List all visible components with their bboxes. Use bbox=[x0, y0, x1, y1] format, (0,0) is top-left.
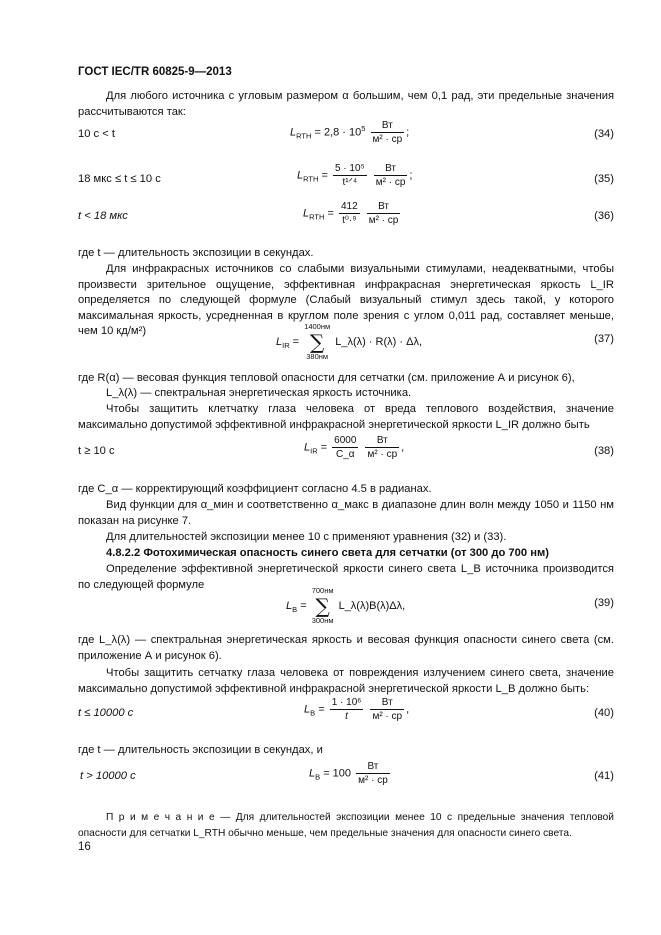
definition-paragraph: Определение эффективной энергетической яркости синего света L_B источника производится по следующей формуле bbox=[78, 563, 614, 591]
where-c-alpha: где C_α — корректирующий коэффициент согласно 4.5 в радианах. bbox=[78, 483, 432, 495]
where-l-lambda: L_λ(λ) — спектральная энергетическая яркость источника. bbox=[106, 387, 412, 399]
eq36-condition: t < 18 мкс bbox=[78, 210, 128, 222]
where-spectral: где L_λ(λ) — спектральная энергетическая яркость и весовая функция опасности синего света (см. приложение А и рисунок 6). bbox=[78, 634, 614, 662]
where-t-2: где t — длительность экспозиции в секундах, и bbox=[78, 744, 323, 756]
eq39-formula: $L_B$ = 700нм ∑ 300нм L_λ(λ)B(λ)Δλ, bbox=[286, 586, 406, 625]
eq35-number: (35) bbox=[594, 173, 614, 185]
eq38-number: (38) bbox=[594, 445, 614, 457]
view-paragraph: Вид функции для α_мин и соответственно α_макс в диапазоне длин волн между 1050 и 1150 нм показан на рисунке 7. bbox=[78, 499, 614, 527]
ir-paragraph: Для инфракрасных источников со слабыми визуальными стимулами, неадекватными, чтобы произвести зрительное ощущение, эффективная инфракрасная энергетическая яркость L_IR определяется по следующей формуле (Слабый визуальный стимул здесь такой, у которого максимальная яркость, усредненная в круглом поле зрения с углом 0,011 рад, составляет меньше, чем 10 кд/м²) bbox=[78, 263, 614, 337]
eq37-number: (37) bbox=[594, 333, 614, 345]
short-exposure-paragraph: Для длительностей экспозиции менее 10 с применяют уравнения (32) и (33). bbox=[106, 531, 507, 543]
page-number: 16 bbox=[78, 841, 91, 853]
protect-blue-paragraph: Чтобы защитить сетчатку глаза человека от повреждения излучением синего света, значение максимально допустимой эффективной инфракрасной энергетической яркости L_B должно быть: bbox=[78, 667, 614, 695]
eq41-condition: t > 10000 с bbox=[80, 770, 136, 782]
protect-paragraph: Чтобы защитить клетчатку глаза человека от вреда теплового воздействия, значение максимально допустимой эффективной инфракрасной энергетической яркости L_IR должно быть bbox=[78, 403, 614, 431]
document-header: ГОСТ IEC/TR 60825-9—2013 bbox=[78, 66, 232, 78]
note: П р и м е ч а н и е — Для длительностей экспозиции менее 10 с предельные значения тепловой опасности для сетчатки L_RTH обычно меньше, чем предельные значения для опасности синего света. bbox=[78, 812, 614, 839]
intro-paragraph: Для любого источника с угловым размером α большим, чем 0,1 рад, эти предельные значения рассчитываются так: bbox=[78, 90, 614, 118]
eq34-condition: 10 с < t bbox=[78, 128, 116, 140]
eq39-number: (39) bbox=[594, 597, 614, 609]
eq35-condition: 18 мкс ≤ t ≤ 10 с bbox=[78, 173, 161, 185]
eq41-number: (41) bbox=[594, 770, 614, 782]
eq40-formula: $L_B$ = $\frac{\text{1 · 10⁶}}{t}$ $\frac{Вт}{\text{м² · ср}}$ , bbox=[304, 697, 410, 722]
eq34-number: (34) bbox=[594, 128, 614, 140]
eq36-number: (36) bbox=[594, 210, 614, 222]
where-r-alpha: где R(α) — весовая функция тепловой опасности для сетчатки (см. приложение А и рисунок 6), bbox=[78, 372, 575, 384]
eq41-formula: $L_B = 100$ $\frac{Вт}{\text{м² · ср}}$ bbox=[309, 761, 388, 786]
eq40-number: (40) bbox=[594, 707, 614, 719]
eq34-formula: $L_{RTH} = 2,8 \cdot 10^5$ $\frac{Вт}{\text{м² · ср}}$ ; bbox=[290, 120, 410, 145]
eq40-condition: t ≤ 10000 с bbox=[78, 707, 134, 719]
eq36-formula: $L_{RTH}$ = $\frac{412}{\text{t⁰·⁹}}$ $\frac{Вт}{\text{м² · ср}}$ bbox=[303, 201, 399, 226]
eq37-formula: $L_{IR}$ = 1400нм ∑ 380нм L_λ(λ) · R(λ) · Δλ, bbox=[276, 322, 423, 361]
where-t-1: где t — длительность экспозиции в секундах. bbox=[78, 247, 314, 259]
eq35-formula: $L_{RTH}$ = $\frac{\text{5 · 10⁵}}{\text{t¹ᐟ⁴}}$ $\frac{Вт}{\text{м² · ср}}$ ; bbox=[297, 163, 413, 188]
eq38-condition: t ≥ 10 с bbox=[78, 445, 115, 457]
eq38-formula: $L_{IR}$ = $\frac{6000}{C\_\alpha}$ $\frac{Вт}{\text{м² · ср}}$ , bbox=[304, 435, 405, 460]
section-heading: 4.8.2.2 Фотохимическая опасность синего света для сетчатки (от 300 до 700 нм) bbox=[106, 547, 549, 559]
